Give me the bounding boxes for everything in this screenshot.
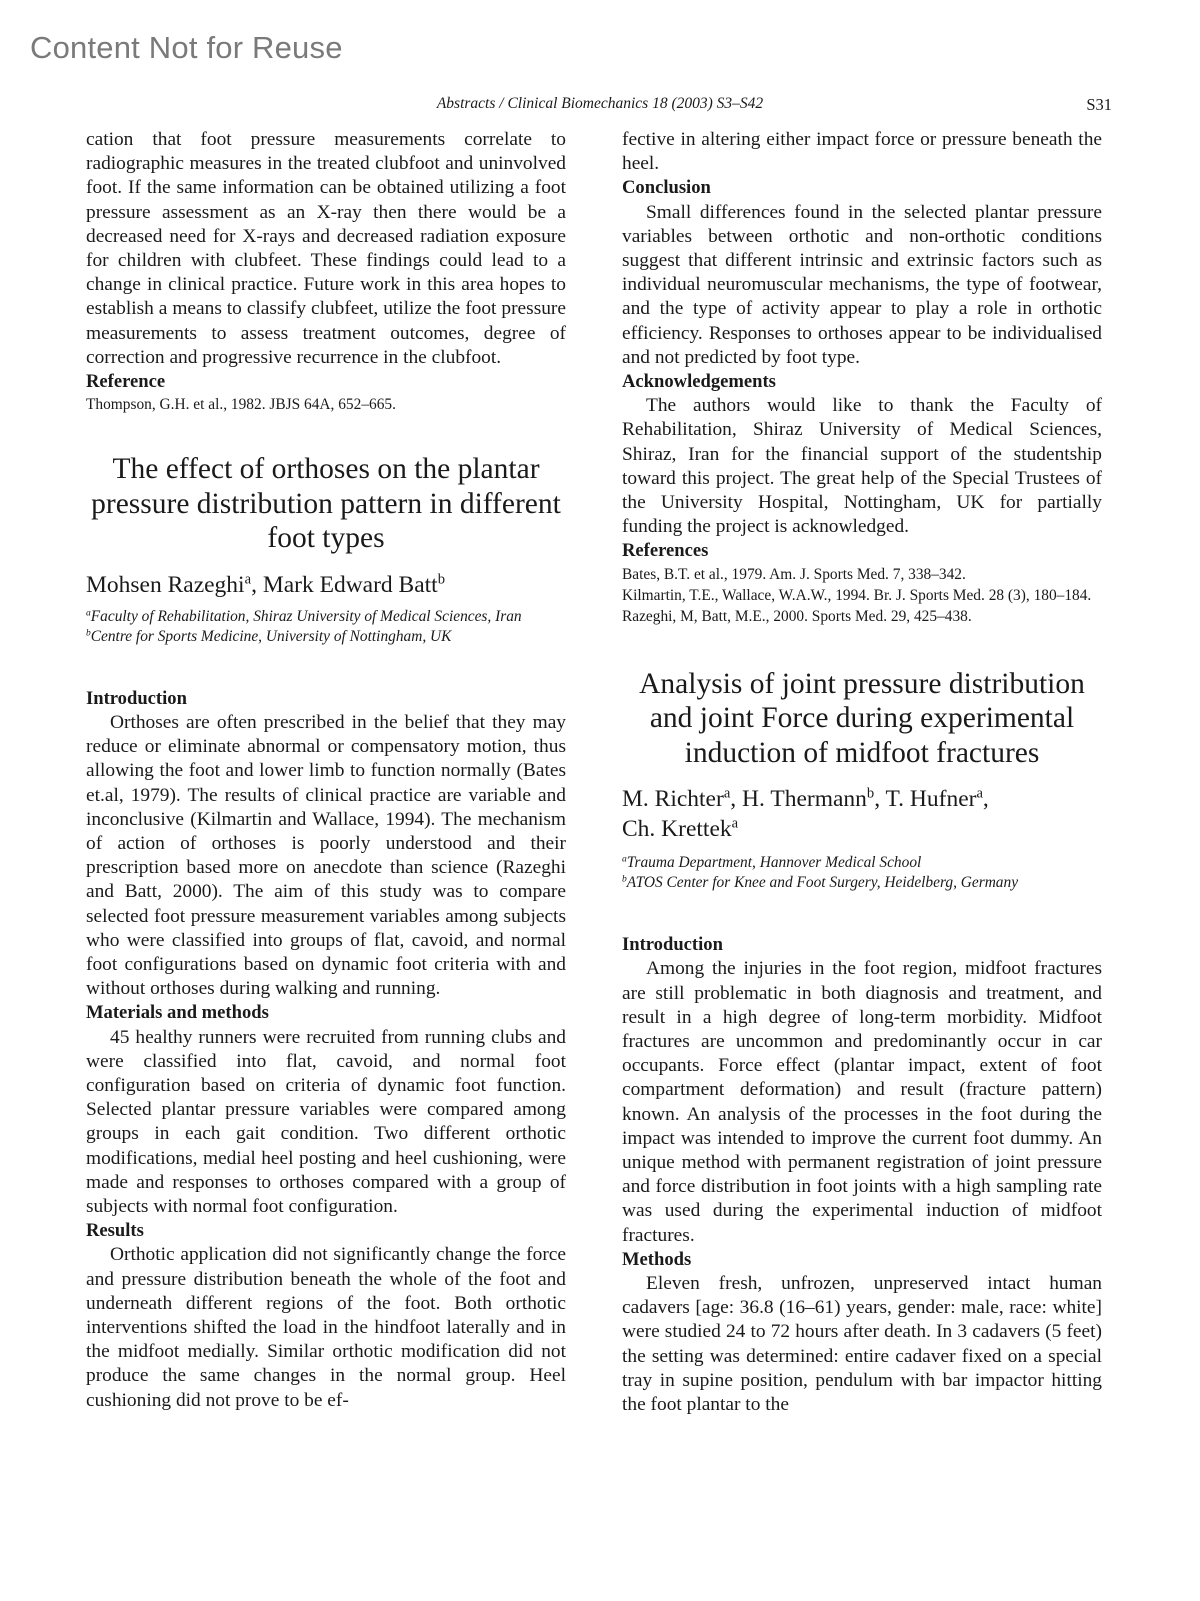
affiliation-b: $^b$ATOS Center for Knee and Foot Surgery, Heidelberg, Germany (622, 873, 1019, 892)
author-name: Mark Edward Batt (262, 571, 438, 598)
journal-citation: Abstracts / Clinical Biomechanics 18 (2003) S3–S42 (436, 95, 764, 112)
right-column (622, 128, 1102, 1417)
author-affil-mark: a (976, 785, 983, 802)
reference-item: Bates, B.T. et al., 1979. Am. J. Sports Med. 7, 338–342. (622, 565, 966, 583)
references-list (622, 564, 1102, 627)
acknowledgements-text: The authors would like to thank the Faculty of Rehabilitation, Shiraz University of Medical Sciences, Shiraz, Iran for the financial support of the studentship toward this project. The great help of the Special Trustees of the University Hospital, Nottingham, UK for partially funding the project is acknowledged. (622, 395, 1102, 538)
results-text-continued: fective in altering either impact force or pressure beneath the heel. (622, 129, 1102, 175)
author-affil-mark: b (437, 571, 445, 587)
author-affil-mark: a (244, 571, 252, 587)
reference-item: Razeghi, M, Batt, M.E., 2000. Sports Med. 29, 425–438. (622, 607, 972, 625)
author-name: H. Thermann (742, 786, 867, 813)
left-column (86, 128, 566, 1413)
affiliation-a: $^a$Faculty of Rehabilitation, Shiraz University of Medical Sciences, Iran (86, 607, 522, 625)
author-name: T. Hufner (885, 786, 977, 813)
article-title: The effect of orthoses on the plantar pressure distribution pattern in different foot types (91, 453, 561, 555)
watermark: Content Not for Reuse (30, 30, 343, 65)
introduction-heading: Introduction (86, 687, 187, 709)
methods-heading: Materials and methods (86, 1002, 269, 1024)
reference-item: Kilmartin, T.E., Wallace, W.A.W., 1994. Br. J. Sports Med. 28 (3), 180–184. (622, 586, 1092, 604)
author-affil-mark: a (723, 785, 731, 802)
methods-text: 45 healthy runners were recruited from running clubs and were classified into flat, cavoid, and normal foot configuration based on criteria of dynamic foot function. Selected plantar pressure variables were compared among groups in each gait condition. Two different orthotic modifications, medial heel posting and heel cushioning, were made and responses to orthoses compared with a group of subjects with normal foot configuration. (86, 1026, 566, 1217)
affiliation-b: $^b$Centre for Sports Medicine, University of Nottingham, UK (86, 627, 452, 645)
running-head (0, 95, 1200, 117)
page-number: S31 (1086, 95, 1112, 114)
author-name: Ch. Krettek (622, 816, 732, 843)
reference-list (86, 394, 566, 415)
continued-paragraph: cation that foot pressure measurements correlate to radiographic measures in the treated clubfoot and uninvolved foot. If the same information can be obtained utilizing a foot pressure assessment as an X-ray then there would be a decreased need for X-rays and decreased radiation exposure for children with clubfeet. These findings could lead to a change in clinical practice. Future work in this area hopes to establish a means to classify clubfeet, utilize the foot pressure measurements to assess treatment outcomes, degree of correction and progressive recurrence in the clubfoot. (86, 129, 566, 368)
author-affil-mark: a (731, 815, 739, 832)
results-heading: Results (86, 1220, 144, 1242)
methods-heading: Methods (622, 1248, 692, 1270)
article-title: Analysis of joint pressure distribution and joint Force during experimental induction of midfoot fractures (639, 667, 1085, 769)
reference-heading: Reference (86, 371, 166, 393)
methods-text: Eleven fresh, unfrozen, unpreserved intact human cadavers [age: 36.8 (16–61) years, gender: male, race: white] were studied 24 to 72 hours after death. In 3 cadavers (5 feet) the setting was determined: entire cadaver fixed on a special tray in supine position, pendulum with bar impactor hitting the foot plantar to the (622, 1273, 1102, 1416)
introduction-heading: Introduction (622, 934, 723, 956)
author-affil-mark: b (866, 785, 875, 802)
affiliation-a: $^a$Trauma Department, Hannover Medical School (622, 853, 922, 872)
conclusion-heading: Conclusion (622, 177, 711, 199)
reference-item: Thompson, G.H. et al., 1982. JBJS 64A, 652–665. (86, 396, 396, 414)
author-name: Mohsen Razeghi (86, 571, 245, 598)
introduction-text: Among the injuries in the foot region, midfoot fractures are still problematic in both diagnosis and treatment, and result in a high degree of long-term morbidity. Midfoot fractures are uncommon and predominantly occur in car occupants. Force effect (plantar impact, extent of foot compartment deformation) and result (fracture pattern) known. An analysis of the processes in the foot during the impact was intended to improve the current foot dummy. An unique method with permanent registration of joint pressure and force distribution in foot joints with a high sampling rate was used during the experimental induction of midfoot fractures. (622, 958, 1102, 1246)
article-authors: Mohsen Razeghi$^a$, Mark Edward Batt$^b$ (86, 571, 445, 598)
conclusion-text: Small differences found in the selected plantar pressure variables between orthotic and non-orthotic conditions suggest that different intrinsic and extrinsic factors such as individual neuromuscular mechanisms, the type of footwear, and the type of activity appear to play a role in orthotic efficiency. Responses to orthoses appear to be individualised and not predicted by foot type. (622, 201, 1102, 368)
author-name: M. Richter (622, 786, 724, 813)
article-authors: M. Richter$^a$, H. Thermann$^b$, T. Hufner$^a$, Ch. Krettek$^a$ (622, 785, 989, 843)
results-text: Orthotic application did not significantly change the force and pressure distribution beneath the whole of the foot and underneath different regions of the foot. Both orthotic interventions shifted the load in the hindfoot laterally and in the midfoot medially. Similar orthotic modification did not produce the same changes in the normal group. Heel cushioning did not prove to be ef- (86, 1244, 566, 1411)
references-heading: References (622, 540, 709, 562)
introduction-text: Orthoses are often prescribed in the belief that they may reduce or eliminate abnormal or compensatory motion, thus allowing the foot and lower limb to function normally (Bates et.al, 1979). The results of clinical practice are variable and inconclusive (Kilmartin and Wallace, 1994). The mechanism of action of orthoses is poorly understood and their prescription based more on anecdote than science (Razeghi and Batt, 2000). The aim of this study was to compare selected foot pressure measurement variables among subjects who were classified into groups of flat, cavoid, and normal foot configurations based on dynamic foot criteria with and without orthoses during walking and running. (86, 711, 566, 1000)
acknowledgements-heading: Acknowledgements (622, 371, 776, 393)
